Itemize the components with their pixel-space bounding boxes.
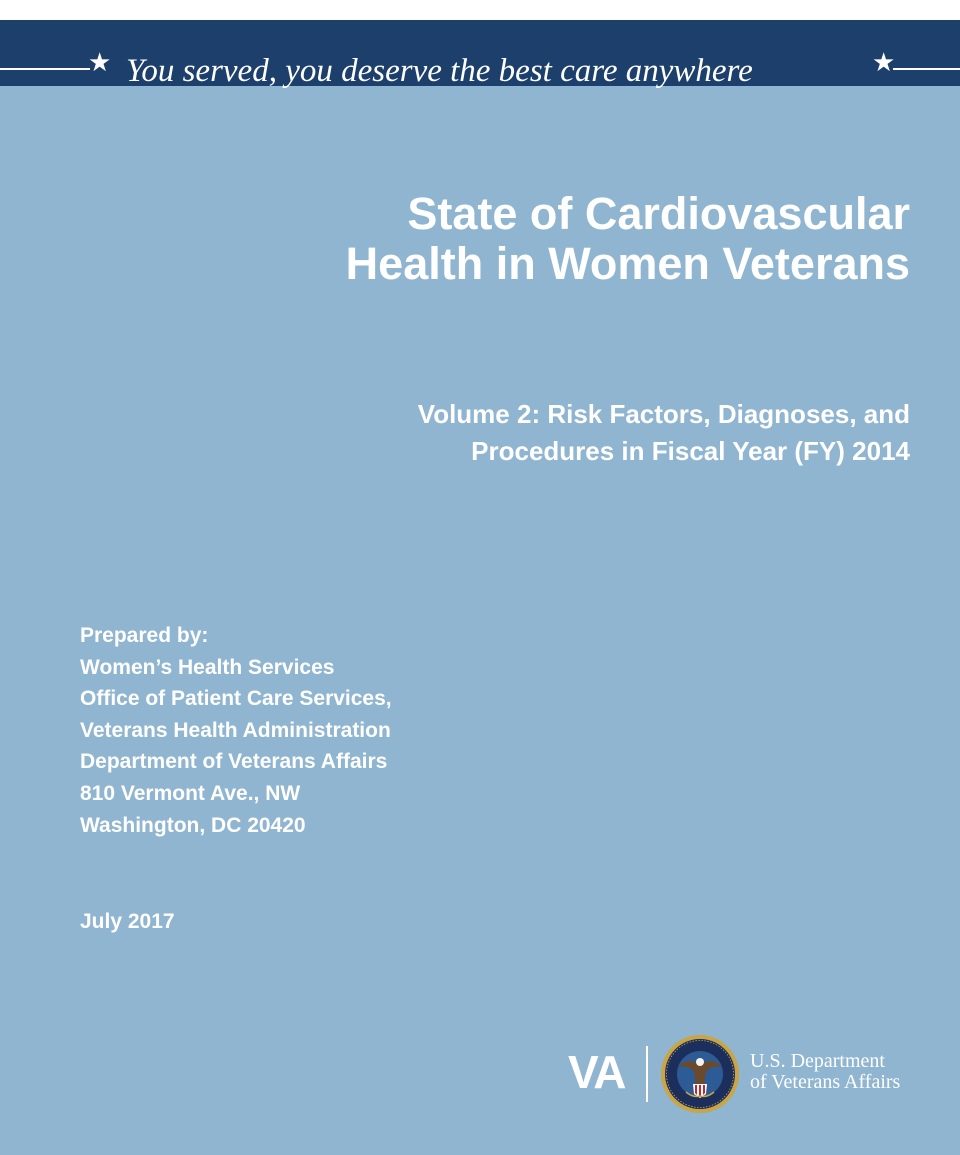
va-logo-mark: VA [568, 1046, 625, 1098]
tagline-banner [0, 20, 960, 89]
report-title [210, 189, 910, 289]
report-subtitle [210, 396, 910, 470]
report-subtitle-line: Volume 2: Risk Factors, Diagnoses, and [417, 399, 910, 429]
star-icon: ★ [872, 48, 896, 78]
report-subtitle-line: Procedures in Fiscal Year (FY) 2014 [471, 436, 910, 466]
prepared-by-line: Department of Veterans Affairs [80, 750, 388, 774]
banner-rule-right [893, 68, 960, 70]
prepared-by-line: Washington, DC 20420 [80, 813, 306, 837]
report-title-line: Health in Women Veterans [345, 238, 910, 289]
prepared-by-line: Veterans Health Administration [80, 718, 391, 742]
prepared-by-line: Office of Patient Care Services, [80, 687, 392, 711]
va-seal-icon [660, 1034, 740, 1114]
banner-tagline: You served, you deserve the best care anywhere [126, 53, 753, 89]
star-icon: ★ [88, 48, 112, 78]
department-name-line: U.S. Department [750, 1050, 885, 1072]
prepared-by-block [80, 620, 580, 841]
prepared-by-heading: Prepared by: [80, 624, 209, 647]
department-name [750, 1051, 900, 1093]
logo-divider [646, 1046, 648, 1102]
department-name-line: of Veterans Affairs [750, 1071, 901, 1093]
top-margin-strip [0, 0, 960, 20]
banner-rule-left [0, 68, 90, 70]
prepared-by-line: Women’s Health Services [80, 655, 335, 679]
report-title-line: State of Cardiovascular [407, 188, 910, 239]
prepared-by-line: 810 Vermont Ave., NW [80, 781, 301, 805]
publication-date: July 2017 [80, 910, 175, 933]
